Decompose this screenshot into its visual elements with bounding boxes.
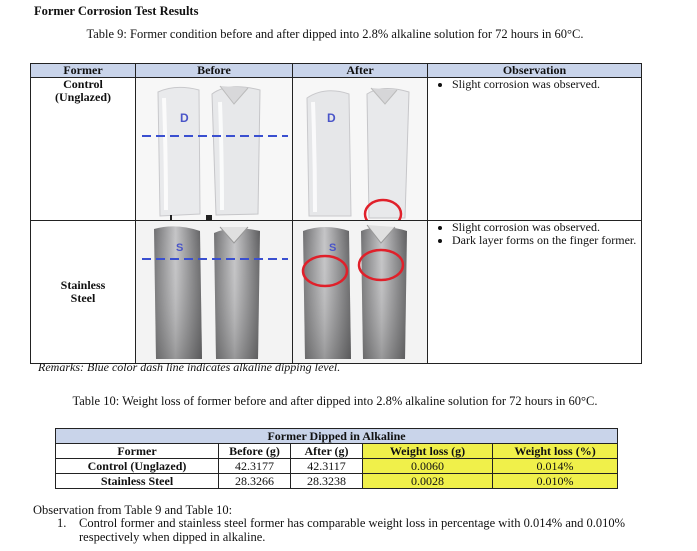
col-header-before: Before (g) bbox=[219, 444, 291, 459]
col-header-weight-loss-g: Weight loss (g) bbox=[363, 444, 493, 459]
after-cell: 42.3117 bbox=[291, 459, 363, 474]
table-row bbox=[31, 221, 642, 364]
observation-title: Observation from Table 9 and Table 10: bbox=[33, 503, 233, 517]
col-header-observation: Observation bbox=[428, 64, 642, 78]
col-header-before: Before bbox=[136, 64, 293, 78]
after-image-stainless bbox=[293, 221, 428, 364]
table10 bbox=[55, 428, 618, 489]
observation-cell-stainless bbox=[428, 221, 642, 364]
former-mark-label: S bbox=[176, 242, 184, 254]
list-text: Control former and stainless steel former has comparable weight loss in percentage with 0.014% and 0.010% respectively when dipped in alkaline. bbox=[79, 516, 626, 544]
table9-caption: Table 9: Former condition before and after dipped into 2.8% alkaline solution for 72 hours in 60°C. bbox=[86, 27, 584, 41]
table-row bbox=[56, 474, 618, 489]
section-heading: Former Corrosion Test Results bbox=[34, 4, 199, 18]
former-name-line1: Control bbox=[63, 77, 103, 91]
loss-g-cell: 0.0060 bbox=[363, 459, 493, 474]
table9 bbox=[30, 63, 642, 364]
former-cell: Stainless Steel bbox=[56, 474, 219, 489]
observation-cell-control bbox=[428, 78, 642, 221]
col-header-after: After (g) bbox=[291, 444, 363, 459]
col-header-former: Former bbox=[31, 64, 136, 78]
col-header-weight-loss-pct: Weight loss (%) bbox=[493, 444, 618, 459]
former-mark-label: S bbox=[329, 242, 337, 254]
former-cell: Control (Unglazed) bbox=[56, 459, 219, 474]
before-image-control bbox=[136, 78, 293, 221]
former-name-line1: Stainless bbox=[60, 278, 106, 292]
table10-caption: Table 10: Weight loss of former before and after dipped into 2.8% alkaline solution for 72 hours in 60°C. bbox=[72, 394, 598, 408]
group-header: Former Dipped in Alkaline bbox=[56, 429, 618, 444]
observation-item: • Dark layer forms on the finger former. bbox=[452, 234, 641, 247]
col-header-former: Former bbox=[56, 444, 219, 459]
before-cell: 42.3177 bbox=[219, 459, 291, 474]
remarks-note: Remarks: Blue color dash line indicates alkaline dipping level. bbox=[38, 360, 341, 374]
before-image-stainless bbox=[136, 221, 293, 364]
former-name-line2: (Unglazed) bbox=[55, 90, 111, 104]
loss-g-cell: 0.0028 bbox=[363, 474, 493, 489]
stainless-after-photo bbox=[293, 221, 428, 363]
former-mark-label: D bbox=[180, 111, 189, 125]
former-name-line2: Steel bbox=[70, 291, 96, 305]
table-row bbox=[56, 459, 618, 474]
former-cell-control bbox=[31, 78, 136, 221]
after-image-control bbox=[293, 78, 428, 221]
table10-header-row bbox=[56, 444, 618, 459]
table-row bbox=[31, 78, 642, 221]
loss-pct-cell: 0.014% bbox=[493, 459, 618, 474]
before-cell: 28.3266 bbox=[219, 474, 291, 489]
control-before-photo bbox=[136, 78, 293, 220]
table9-header-row bbox=[31, 64, 642, 78]
observation-item: • Slight corrosion was observed. bbox=[452, 78, 641, 91]
after-cell: 28.3238 bbox=[291, 474, 363, 489]
former-cell-stainless bbox=[31, 221, 136, 364]
table10-group-header-row bbox=[56, 429, 618, 444]
loss-pct-cell: 0.010% bbox=[493, 474, 618, 489]
col-header-after: After bbox=[293, 64, 428, 78]
observation-list-item bbox=[57, 517, 657, 544]
stainless-before-photo bbox=[136, 221, 293, 363]
former-mark-label: D bbox=[327, 111, 336, 125]
list-number: 1. bbox=[57, 516, 67, 530]
observation-item: • Slight corrosion was observed. bbox=[452, 221, 641, 234]
control-after-photo bbox=[293, 78, 428, 220]
